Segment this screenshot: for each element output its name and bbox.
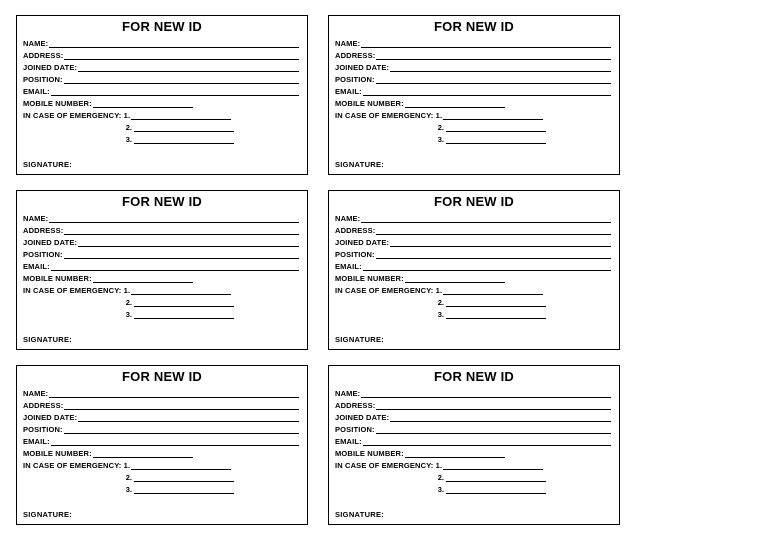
- joined-date-label: JOINED DATE:: [335, 238, 390, 247]
- emergency-field-1[interactable]: [443, 287, 543, 295]
- emergency-row-2: [23, 122, 234, 132]
- signature-label: SIGNATURE:: [335, 335, 385, 344]
- emergency-number-2: 2.: [125, 123, 132, 132]
- mobile-label: MOBILE NUMBER:: [23, 274, 92, 283]
- position-label: POSITION:: [23, 425, 63, 434]
- email-label: EMAIL:: [335, 262, 362, 271]
- form-title: FOR NEW ID: [122, 194, 202, 209]
- signature-label: SIGNATURE:: [335, 160, 385, 169]
- emergency-number-2: 2.: [437, 298, 444, 307]
- signature-label: SIGNATURE:: [23, 510, 73, 519]
- emergency-field-2[interactable]: [134, 474, 234, 482]
- form-title: FOR NEW ID: [122, 369, 202, 384]
- emergency-number-3: 3.: [437, 135, 444, 144]
- mobile-label: MOBILE NUMBER:: [335, 274, 404, 283]
- id-form-card: [16, 15, 308, 175]
- emergency-row-3: [23, 484, 234, 494]
- email-field[interactable]: [363, 263, 611, 271]
- position-field[interactable]: [64, 76, 299, 84]
- mobile-row: [335, 98, 611, 108]
- address-label: ADDRESS:: [23, 226, 64, 235]
- joined-date-label: JOINED DATE:: [335, 413, 390, 422]
- mobile-label: MOBILE NUMBER:: [335, 449, 404, 458]
- emergency-label: IN CASE OF EMERGENCY: 1.: [23, 111, 131, 120]
- email-row: [23, 86, 299, 96]
- emergency-row-1: [335, 285, 611, 295]
- emergency-number-3: 3.: [125, 485, 132, 494]
- mobile-field[interactable]: [93, 450, 193, 458]
- position-label: POSITION:: [335, 425, 375, 434]
- emergency-row-2: [335, 297, 546, 307]
- emergency-field-3[interactable]: [134, 136, 234, 144]
- address-label: ADDRESS:: [335, 401, 376, 410]
- address-label: ADDRESS:: [335, 226, 376, 235]
- address-field[interactable]: [376, 52, 611, 60]
- joined-date-field[interactable]: [390, 239, 611, 247]
- position-row: [23, 424, 299, 434]
- emergency-label: IN CASE OF EMERGENCY: 1.: [335, 111, 443, 120]
- email-label: EMAIL:: [335, 87, 362, 96]
- address-row: [23, 400, 299, 410]
- email-row: [23, 261, 299, 271]
- address-field[interactable]: [376, 402, 611, 410]
- email-field[interactable]: [363, 88, 611, 96]
- emergency-row-1: [335, 460, 611, 470]
- emergency-row-3: [23, 134, 234, 144]
- emergency-number-3: 3.: [437, 310, 444, 319]
- joined-date-label: JOINED DATE:: [23, 63, 78, 72]
- name-label: NAME:: [335, 389, 361, 398]
- emergency-label: IN CASE OF EMERGENCY: 1.: [335, 286, 443, 295]
- joined-date-row: [23, 62, 299, 72]
- mobile-row: [335, 448, 611, 458]
- name-row: [335, 38, 611, 48]
- emergency-field-3[interactable]: [446, 486, 546, 494]
- joined-date-row: [335, 62, 611, 72]
- address-row: [335, 50, 611, 60]
- id-form-card: [328, 365, 620, 525]
- mobile-row: [23, 273, 299, 283]
- emergency-field-1[interactable]: [131, 287, 231, 295]
- email-row: [23, 436, 299, 446]
- mobile-field[interactable]: [405, 450, 505, 458]
- position-label: POSITION:: [335, 75, 375, 84]
- name-field[interactable]: [49, 40, 299, 48]
- emergency-row-1: [23, 460, 299, 470]
- name-row: [23, 38, 299, 48]
- emergency-field-1[interactable]: [443, 462, 543, 470]
- mobile-row: [335, 273, 611, 283]
- email-row: [335, 86, 611, 96]
- signature-label: SIGNATURE:: [23, 160, 73, 169]
- email-label: EMAIL:: [23, 87, 50, 96]
- emergency-row-1: [23, 285, 299, 295]
- emergency-number-2: 2.: [437, 473, 444, 482]
- mobile-row: [23, 98, 299, 108]
- signature-label: SIGNATURE:: [335, 510, 385, 519]
- id-form-card: [328, 15, 620, 175]
- emergency-field-3[interactable]: [446, 311, 546, 319]
- address-field[interactable]: [376, 227, 611, 235]
- emergency-field-1[interactable]: [131, 462, 231, 470]
- address-row: [23, 50, 299, 60]
- name-row: [23, 213, 299, 223]
- emergency-row-1: [23, 110, 299, 120]
- position-row: [335, 424, 611, 434]
- position-field[interactable]: [64, 251, 299, 259]
- address-row: [335, 400, 611, 410]
- emergency-row-1: [335, 110, 611, 120]
- emergency-field-3[interactable]: [134, 311, 234, 319]
- id-form-card: [328, 190, 620, 350]
- signature-label: SIGNATURE:: [23, 335, 73, 344]
- id-form-card: [16, 365, 308, 525]
- mobile-label: MOBILE NUMBER:: [23, 449, 92, 458]
- form-title: FOR NEW ID: [434, 194, 514, 209]
- emergency-label: IN CASE OF EMERGENCY: 1.: [335, 461, 443, 470]
- emergency-row-2: [335, 122, 546, 132]
- emergency-number-3: 3.: [125, 310, 132, 319]
- address-label: ADDRESS:: [23, 51, 64, 60]
- address-field[interactable]: [64, 402, 299, 410]
- name-label: NAME:: [23, 389, 49, 398]
- position-label: POSITION:: [335, 250, 375, 259]
- address-field[interactable]: [64, 52, 299, 60]
- email-field[interactable]: [363, 438, 611, 446]
- position-label: POSITION:: [23, 75, 63, 84]
- joined-date-field[interactable]: [78, 414, 299, 422]
- joined-date-row: [23, 237, 299, 247]
- position-field[interactable]: [376, 76, 611, 84]
- joined-date-field[interactable]: [78, 239, 299, 247]
- form-title: FOR NEW ID: [434, 19, 514, 34]
- mobile-field[interactable]: [93, 275, 193, 283]
- name-label: NAME:: [23, 39, 49, 48]
- joined-date-field[interactable]: [390, 64, 611, 72]
- form-title: FOR NEW ID: [434, 369, 514, 384]
- email-label: EMAIL:: [23, 262, 50, 271]
- emergency-field-1[interactable]: [131, 112, 231, 120]
- emergency-field-2[interactable]: [134, 124, 234, 132]
- mobile-field[interactable]: [405, 100, 505, 108]
- emergency-number-2: 2.: [437, 123, 444, 132]
- emergency-field-2[interactable]: [446, 474, 546, 482]
- joined-date-row: [23, 412, 299, 422]
- email-field[interactable]: [51, 88, 299, 96]
- name-field[interactable]: [361, 215, 611, 223]
- email-row: [335, 436, 611, 446]
- emergency-field-2[interactable]: [446, 299, 546, 307]
- name-label: NAME:: [335, 214, 361, 223]
- emergency-number-3: 3.: [437, 485, 444, 494]
- joined-date-field[interactable]: [390, 414, 611, 422]
- address-row: [335, 225, 611, 235]
- emergency-row-3: [23, 309, 234, 319]
- address-label: ADDRESS:: [335, 51, 376, 60]
- name-field[interactable]: [49, 215, 299, 223]
- emergency-row-2: [23, 297, 234, 307]
- name-field[interactable]: [361, 40, 611, 48]
- emergency-row-3: [335, 134, 546, 144]
- emergency-field-3[interactable]: [446, 136, 546, 144]
- mobile-field[interactable]: [405, 275, 505, 283]
- emergency-number-2: 2.: [125, 473, 132, 482]
- id-form-card: [16, 190, 308, 350]
- joined-date-label: JOINED DATE:: [23, 413, 78, 422]
- address-field[interactable]: [64, 227, 299, 235]
- joined-date-label: JOINED DATE:: [23, 238, 78, 247]
- email-field[interactable]: [51, 438, 299, 446]
- position-field[interactable]: [64, 426, 299, 434]
- position-field[interactable]: [376, 251, 611, 259]
- position-row: [335, 74, 611, 84]
- name-label: NAME:: [23, 214, 49, 223]
- emergency-number-2: 2.: [125, 298, 132, 307]
- name-label: NAME:: [335, 39, 361, 48]
- emergency-field-2[interactable]: [446, 124, 546, 132]
- position-row: [23, 249, 299, 259]
- address-row: [23, 225, 299, 235]
- joined-date-row: [335, 412, 611, 422]
- name-row: [23, 388, 299, 398]
- joined-date-label: JOINED DATE:: [335, 63, 390, 72]
- name-field[interactable]: [49, 390, 299, 398]
- position-row: [335, 249, 611, 259]
- mobile-label: MOBILE NUMBER:: [335, 99, 404, 108]
- email-field[interactable]: [51, 263, 299, 271]
- emergency-number-3: 3.: [125, 135, 132, 144]
- emergency-label: IN CASE OF EMERGENCY: 1.: [23, 286, 131, 295]
- joined-date-field[interactable]: [78, 64, 299, 72]
- address-label: ADDRESS:: [23, 401, 64, 410]
- emergency-field-2[interactable]: [134, 299, 234, 307]
- name-row: [335, 388, 611, 398]
- mobile-field[interactable]: [93, 100, 193, 108]
- emergency-row-2: [23, 472, 234, 482]
- email-row: [335, 261, 611, 271]
- emergency-label: IN CASE OF EMERGENCY: 1.: [23, 461, 131, 470]
- position-label: POSITION:: [23, 250, 63, 259]
- name-row: [335, 213, 611, 223]
- name-field[interactable]: [361, 390, 611, 398]
- form-title: FOR NEW ID: [122, 19, 202, 34]
- emergency-row-3: [335, 309, 546, 319]
- joined-date-row: [335, 237, 611, 247]
- email-label: EMAIL:: [335, 437, 362, 446]
- email-label: EMAIL:: [23, 437, 50, 446]
- emergency-field-3[interactable]: [134, 486, 234, 494]
- mobile-row: [23, 448, 299, 458]
- emergency-row-2: [335, 472, 546, 482]
- emergency-field-1[interactable]: [443, 112, 543, 120]
- mobile-label: MOBILE NUMBER:: [23, 99, 92, 108]
- emergency-row-3: [335, 484, 546, 494]
- position-field[interactable]: [376, 426, 611, 434]
- position-row: [23, 74, 299, 84]
